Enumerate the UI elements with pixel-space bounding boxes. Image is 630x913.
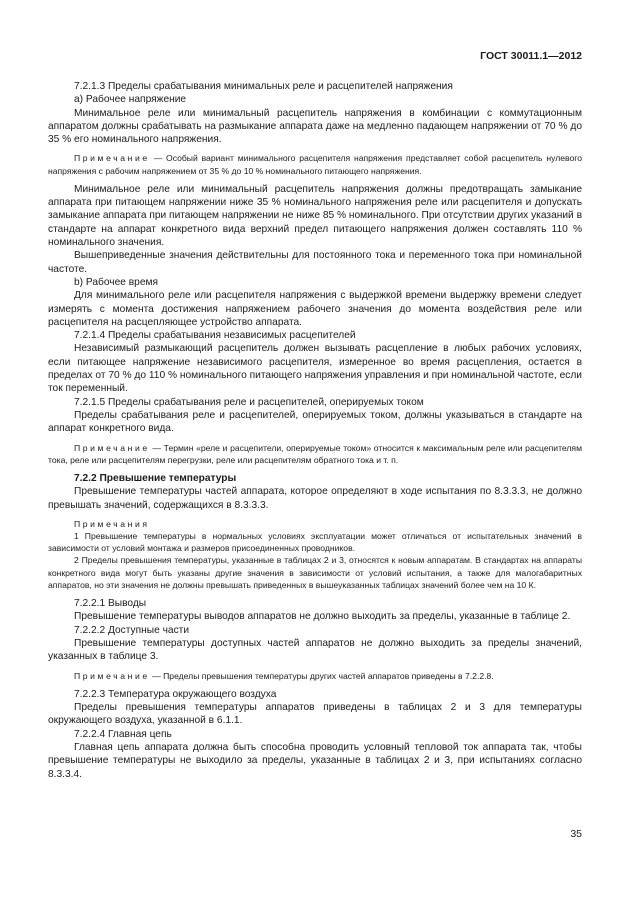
paragraph: Пределы срабатывания реле и расцепителей, оперируемых током, должны указываться в стандарте на аппарат конкретного вида. <box>48 409 582 435</box>
note-text: — Термин «реле и расцепители, оперируемые током» относится к максимальным реле или расцепителям тока, реле или расцепителям перегрузки, реле или расцепителям обратного тока и т. п. <box>48 442 582 465</box>
document-body <box>48 80 582 781</box>
sub-item-heading: b) Рабочее время <box>74 276 159 288</box>
clause-heading: 7.2.1.3 Пределы срабатывания минимальных реле и расцепителей напряжения <box>74 81 453 92</box>
page-number: 35 <box>570 828 582 840</box>
note-item: 2 Пределы превышения температуры, указанные в таблицах 2 и 3, относятся к новым аппаратам. В стандартах на аппараты конкретного вида могут быть указаны другие значения в зависимости от условий испытания, а также для малогабаритных аппаратов, но эти значения не должны превышать приведенных в вышеуказанных таблицах значений более чем на 10 К. <box>48 555 582 590</box>
paragraph: Превышение температуры выводов аппаратов не должно выходить за пределы, указанные в таблице 2. <box>74 611 571 623</box>
note <box>48 442 582 466</box>
note <box>48 670 582 682</box>
paragraph: Превышение температуры частей аппарата, которое определяют в ходе испытания по 8.3.3.3, не должно превышать значений, содержащихся в 8.3.3.3. <box>48 486 582 511</box>
paragraph: Минимальное реле или минимальный расцепитель напряжения должны предотвращать замыкание аппарата при питающем напряжении ниже 35 % номинального напряжения реле или расцепителя и допускать замыкание аппарата при питающем напряжении не ниже 85 % номинального. При отсутствии других указаний в стандарте на аппарат конкретного вида верхний предел питающего напряжения должен составлять 110 % номинального значения. <box>48 183 582 249</box>
paragraph: Минимальное реле или минимальный расцепитель напряжения в комбинации с коммутационным аппаратом должны срабатывать на размыкание аппарата даже на медленно падающем напряжении от 70 % до 35 % его номинального напряжения. <box>48 107 582 146</box>
note-item: 1 Превышение температуры в нормальных условиях эксплуатации может отличаться от испытательных значений в зависимости от условий монтажа и размеров присоединенных проводников. <box>48 531 582 554</box>
paragraph: Главная цепь аппарата должна быть способна проводить условный тепловой ток аппарата так, чтобы превышение температуры не выходило за пределы, указанные в таблицах 2 и 3, при испытаниях согласно 8.3.3.4. <box>48 741 582 780</box>
clause-heading: 7.2.2.1 Выводы <box>74 598 147 610</box>
note-text: — Особый вариант минимального расцепителя напряжения представляет собой расцепитель нулевого напряжения с рабочим напряжением от 35 % до 10 % номинального питающего напряжения. <box>48 153 582 176</box>
note <box>48 152 582 176</box>
note-text: — Пределы превышения температуры других частей аппаратов приведены в 7.2.2.8. <box>149 670 494 681</box>
clause-heading: 7.2.1.5 Пределы срабатывания реле и расцепителей, оперируемых током <box>74 396 424 408</box>
note-label: Примечание <box>74 153 150 164</box>
clause-heading: 7.2.2.3 Температура окружающего воздуха <box>74 688 277 700</box>
document-code: ГОСТ 30011.1—2012 <box>480 50 582 62</box>
notes-label: Примечания <box>74 518 150 529</box>
notes-heading <box>48 518 582 530</box>
section-heading: 7.2.2 Превышение температуры <box>74 472 237 484</box>
paragraph: Для минимального реле или расцепителя напряжения с выдержкой времени выдержку времени следует измерять с момента достижения напряжением рабочего значения до момента воздействия реле или расцепителя на расцепляющее устройство аппарата. <box>48 290 582 328</box>
note-label: Примечание <box>74 442 150 453</box>
paragraph: Пределы превышения температуры аппаратов приведены в таблицах 2 и 3 для температуры окружающего воздуха, указанной в 6.1.1. <box>48 702 582 727</box>
note-label: Примечание <box>74 670 150 681</box>
sub-item-heading: а) Рабочее напряжение <box>74 94 187 106</box>
paragraph: Вышеприведенные значения действительны для постоянного тока и переменного тока при номинальной частоте. <box>48 250 582 275</box>
clause-heading: 7.2.2.4 Главная цепь <box>74 728 172 740</box>
clause-heading: 7.2.2.2 Доступные части <box>74 624 190 636</box>
paragraph: Независимый размыкающий расцепитель должен вызывать расцепление в любых рабочих условиях, если питающее напряжение независимого расцепителя, измеренное во время расцепления, остается в пределах от 70 % до 110 % номинального питающего напряжения управления и при номинальной частоте, если ток переменный. <box>48 343 582 395</box>
paragraph: Превышение температуры доступных частей аппаратов не должно выходить за пределы значений, указанных в таблице 3. <box>48 637 582 663</box>
clause-heading: 7.2.1.4 Пределы срабатывания независимых расцепителей <box>74 330 356 342</box>
